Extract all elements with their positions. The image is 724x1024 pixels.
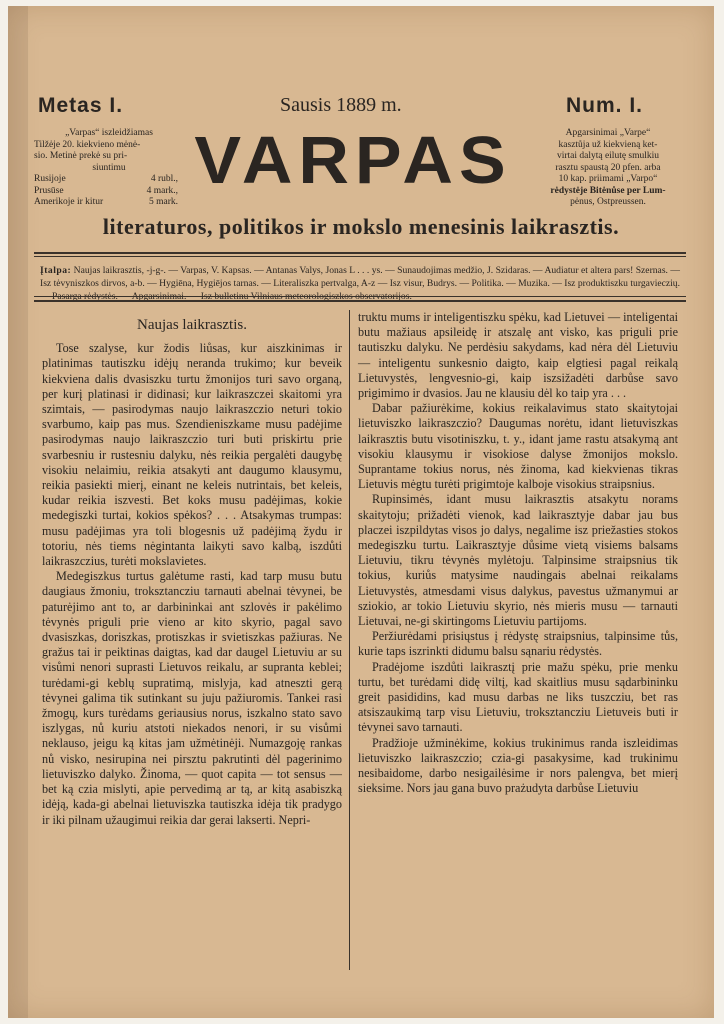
price-value: 4 mark.,: [146, 185, 178, 196]
article-paragraph: Pradžioje užminėkime, kokius trukinimus randa iszleidimas lietuviszko laikraszczio; czia-gi pasakysime, kad trukinimu nesibaidome, darbo nesigailėsime ir nors palengva, bet mierį sieksime. Nors jau gana buvo prażudyta darbůse Lietuviu: [358, 735, 678, 796]
contents-text: Naujas laikrasztis, -j-g-. — Varpas, V. Kapsas. — Antanas Valys, Jonas L . . . ys. — Sunaudojimas medžio, J. Szidaras. — Audiatur et altera pars! Szernas. — Isz tėvyniszkos dirvos, a-b. — Hygiēna, Hygiējos tarnas. — Literaliszka pertvalga, A-z — Isz visur, Budrys. — Politika. — Muzika. — Isz produktiszku turgavieczių.: [40, 265, 680, 289]
article-paragraph: truktu mums ir inteligentiszku spėku, kad Lietuvei — inteligentai butu mažiaus apsileidę ir atszalę ant visko, kas priguli prie tautiszku dalyku. Ne perdėsiu sakydams, kad nėra dėl Lietuviu — inteligentu sunkesnio daigto, kaip elgtiesi pagal reikalą Lietuvystės, lengvesnio-gi, kaip iszsižadėti darbůse savo prigimimo ir dvasios. Jau ne klausiu dėl ko taip yra . . .: [358, 310, 678, 401]
advert-line: rėdystėje Bitėnůse per Lum-: [550, 185, 666, 196]
price-row: [34, 186, 184, 198]
rule-top-thin: [34, 256, 686, 257]
advert-line: pėnus, Ostpreussen.: [570, 197, 646, 207]
subscription-line: „Varpas“ iszleidžiamas: [65, 128, 153, 138]
issue-date: Sausis 1889 m.: [280, 94, 402, 116]
price-row: [34, 197, 184, 209]
article-title: Naujas laikrasztis.: [137, 317, 247, 333]
article-paragraph: Rupinsimės, idant musu laikrasztis atsakytu norams skaitytoju; prižadėti vienok, kad laikrasztyje dabar jau bus placzei iszpildytas visos jo dalys, negalime isz priežasties stokos medegiszku turtu. Laikrasztyje důsime vietą visiems balsams Lietuviu, tikru tėvynės mylėtoju. Talpinsime straipsnius tik tokius, kuriůs matysime naudingais abelnai reikalams Lietuvystės, atmesdami visus dalykus, pavestus užmanymui ar sziokio, ar tokio Lietuviu skyrio, nės mieris musu — tarnauti Lietuvai, ne-gi skirtingoms Lietuviu partijoms.: [358, 492, 678, 629]
subscription-line: siuntimu: [92, 162, 126, 173]
advertising-info: [528, 128, 688, 209]
price-place: Prusūse: [34, 185, 64, 196]
page-edge-shadow: [8, 6, 28, 1018]
volume-label: Metas I.: [38, 94, 124, 117]
article-paragraph: Tose szalyse, kur žodis liůsas, kur aiszkinimas ir platinimas tautiszku idėjų neranda trukimo; kur beveik kiekviena dalis dvasiszku turtu žmonijos turi savo organą, per kurį platinasi ir didinasi; kur laikraszczei skaitomi yra szimtais, — pasirodymas naujo laikraszczio neturi tokio svarbumo, kaip pas mus. Szendieniszkame musu padėjime pasirodymas naujo laikraszczio turi buti priskirtu prie svarbesniu ir rustesniu dalyku, nės reikia pergalėti daugybę visokiu nelaimiu, reikia atsakyti ant daugumo klausymu, reikia pasiekti mierį, einant ne keleis nutrintais, bet keleis, kudar reikia iszvesti. Bet koks musu padėjimas, kokie medegiszki turtai, kokios spėkos? . . . Atsakymas trumpas: musu padėjimas yra toli blogesnis už padėjimą žydu ir totoriu, nės tiems nėgintanta laikyti savo kalbą, iszdůti laikraszczius, turėti mokslavietes.: [42, 341, 342, 569]
table-of-contents: [40, 264, 680, 303]
article-paragraph: Peržiurėdami prisiųstus į rėdystę straipsnius, talpinsime tůs, kurie taps iszrinkti didumu balsu sąnariu rėdystės.: [358, 629, 678, 659]
price-value: 4 rubl.,: [150, 174, 178, 184]
price-place: Rusijoje: [34, 174, 66, 184]
advert-line: Apgarsinimai „Varpe“: [565, 128, 651, 138]
article-paragraph: Dabar pažiurėkime, kokius reikalavimus stato skaitytojai lietuviszko laikraszczio? Daugumas norėtu, idant lietuviszkas laikrasztis butu visotiniszku, t. y., idant jame rastu atsakymą ant visokiu klausymu ir visokiose dalyse žmonijos mokslo. Suprantame tokius norus, nės žinoma, kad kiekvienas tikras Lietuvis mėgtu turėti prigimtoje kalboje visokius straipsnius.: [358, 401, 678, 492]
newspaper-page: [8, 6, 714, 1018]
advert-line: rasztu spaustą 20 pfen. arba: [555, 162, 661, 173]
advert-line: 10 kap. priimami „Varpo“: [558, 174, 658, 184]
price-row: [34, 174, 184, 186]
contents-label: Įtalpa:: [40, 265, 72, 276]
price-value: 5 mark.: [148, 197, 178, 207]
subscription-line: sio. Metinė prekė su pri-: [34, 151, 128, 161]
article-paragraph: Medegiszkus turtus galėtume rasti, kad tarp musu butu daugiaus žmoniu, troksztancziu tarnauti abelnai tėvynei, be paturėjimo ant to, ar darbininkai ant szlovės ir pakėlimo tėvynės priguli prie vieno ar kito skyrio, pagal savo dvasiszkas, doriszkas, protiszkas ir svietiszkas pažiuras. Ne gražus tai ir peiktinas daigtas, kad dar daugel Lietuviu ar su visůmi nenori suprasti Lietuvos reikalu, ar supranta keblei; turėdami-gi keblų supratimą, mislyja, kad atneszti gerą tėvynei galima tik sutinkant su juju pažiuromis. Tankei rasi žmogų, kurs turėdams geriausius norus, iszkalno stato savo iszlygas, nů kuriu atstoti niekados nenori, ir su visůmi neklauso, jeigu ką kitas jam užmėtinėji. Numazgoję rankas nů visko, nesirupina nei pirsztu pakrutinti dėl pagerinimo lietuviszko dalyko. Žinoma, — quot capita — tot sensus — bet ką czia mislyti, apie pervedimą ar tą, ar kitą asabiszką idėją, kada-gi abelnai lietuviszka tautiszka idėja tik pradygo ir iki pilnam užaugimui reikia dar gerai lakserti. Nepri-: [42, 569, 342, 827]
masthead-title: VARPAS: [194, 122, 512, 198]
subscription-info: [34, 128, 184, 209]
masthead-subtitle: literaturos, politikos ir mokslo menesinis laikrasztis.: [102, 214, 620, 239]
rule-bottom: [34, 300, 686, 302]
column-divider: [349, 310, 350, 970]
rule-bottom-thin: [34, 296, 686, 297]
rule-top: [34, 252, 686, 254]
advert-line: kasztůja už kiekvieną ket-: [558, 139, 658, 150]
price-place: Amerikoje ir kitur: [34, 197, 104, 207]
subscription-line: Tilžėje 20. kiekvieno mėnė-: [34, 139, 141, 150]
issue-number: Num. I.: [566, 94, 644, 117]
article-right-column: [358, 310, 678, 797]
article-paragraph: Pradėjome iszdůti laikrasztį prie mažu spėku, prie menku turtu, bet turėdami didę viltį, kad skaitlius musu sądarbininku greit pasididins, kad musu darbas ne liks tuszcziu, bet ras atsiszaukimą tarp visu Lietuviu, troksztancziu Lietuveis buti ir tėvynei savo tarnauti.: [358, 659, 678, 735]
advert-line: virtai dalytą eilutę smulkiu: [556, 151, 660, 161]
article-left-column: [42, 310, 342, 828]
